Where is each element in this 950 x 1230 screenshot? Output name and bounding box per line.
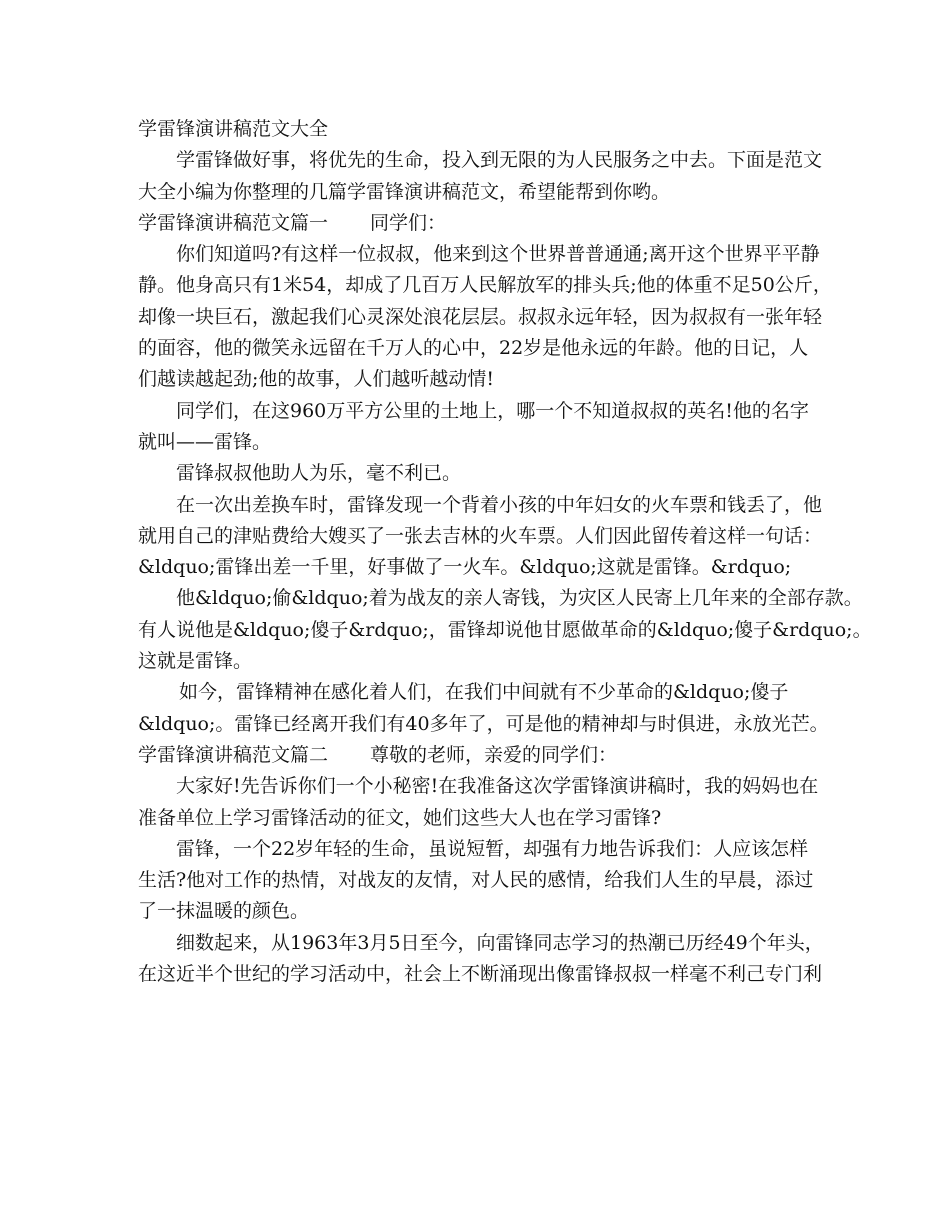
paragraph-line: 就叫——雷锋。 (138, 430, 272, 453)
paragraph-line: 这就是雷锋。 (138, 650, 253, 673)
paragraph-line: &ldquo;雷锋出差一千里，好事做了一火车。&ldquo;这就是雷锋。&rdquo; (138, 556, 792, 579)
paragraph-line: 细数起来，从1963年3月5日至今，向雷锋同志学习的热潮已历经49个年头， (176, 931, 824, 954)
document-page (138, 114, 872, 990)
section-heading-line (138, 208, 818, 239)
paragraph-line: 准备单位上学习雷锋活动的征文，她们这些大人也在学习雷锋? (138, 806, 662, 829)
paragraph-line: 雷锋，一个22岁年轻的生命，虽说短暂，却强有力地告诉我们：人应该怎样 (176, 837, 809, 860)
paragraph-line: 就用自己的津贴费给大嫂买了一张去吉林的火车票。人们因此留传着这样一句话： (138, 524, 823, 547)
paragraph-line: 们越读越起劲;他的故事，人们越听越动情! (138, 368, 495, 391)
paragraph-line: &ldquo;。雷锋已经离开我们有40多年了，可是他的精神却与时俱进，永放光芒。 (138, 712, 829, 735)
paragraph-line: 他&ldquo;偷&ldquo;着为战友的亲人寄钱，为灾区人民寄上几年来的全部存款。 (176, 587, 863, 610)
paragraph-line: 在一次出差换车时，雷锋发现一个背着小孩的中年妇女的火车票和钱丢了，他 (176, 493, 823, 516)
paragraph-line: 的面容，他的微笑永远留在千万人的心中，22岁是他永远的年龄。他的日记，人 (138, 337, 809, 360)
paragraph-line: 在这近半个世纪的学习活动中，社会上不断涌现出像雷锋叔叔一样毫不利己专门利 (138, 963, 823, 986)
paragraph-line: 了一抹温暖的颜色。 (138, 900, 310, 923)
paragraph-line: 却像一块巨石，激起我们心灵深处浪花层层。叔叔永远年轻，因为叔叔有一张年轻 (138, 305, 823, 328)
paragraph-line: 如今，雷锋精神在感化着人们，在我们中间就有不少革命的&ldquo;傻子 (179, 681, 789, 704)
paragraph-line: 学雷锋做好事，将优先的生命，投入到无限的为人民服务之中去。下面是范文 (176, 149, 823, 172)
paragraph-line: 有人说他是&ldquo;傻子&rdquo;，雷锋却说他甘愿做革命的&ldquo;傻子&rdquo;。 (138, 618, 872, 641)
paragraph-line: 生活?他对工作的热情，对战友的友情，对人民的感情，给我们人生的早晨，添过 (138, 869, 814, 892)
section-heading: 学雷锋演讲稿范文篇一 (138, 211, 329, 234)
document-title: 学雷锋演讲稿范文大全 (138, 118, 329, 140)
section-heading: 学雷锋演讲稿范文篇二 (138, 743, 329, 766)
paragraph-line: 雷锋叔叔他助人为乐，毫不利已。 (176, 462, 462, 485)
salutation: 同学们： (370, 211, 447, 234)
paragraph-line: 同学们，在这960万平方公里的土地上，哪一个不知道叔叔的英名!他的名字 (176, 399, 809, 422)
section-heading-line (138, 740, 818, 771)
paragraph-line: 静。他身高只有1米54，却成了几百万人民解放军的排头兵;他的体重不足50公斤， (138, 274, 832, 297)
paragraph-line: 大全小编为你整理的几篇学雷锋演讲稿范文，希望能帮到你哟。 (138, 180, 671, 203)
paragraph-line: 大家好!先告诉你们一个小秘密!在我准备这次学雷锋演讲稿时，我的妈妈也在 (176, 775, 819, 798)
paragraph-line: 你们知道吗?有这样一位叔叔，他来到这个世界普普通通;离开这个世界平平静 (176, 243, 820, 266)
salutation: 尊敬的老师，亲爱的同学们： (370, 743, 618, 766)
